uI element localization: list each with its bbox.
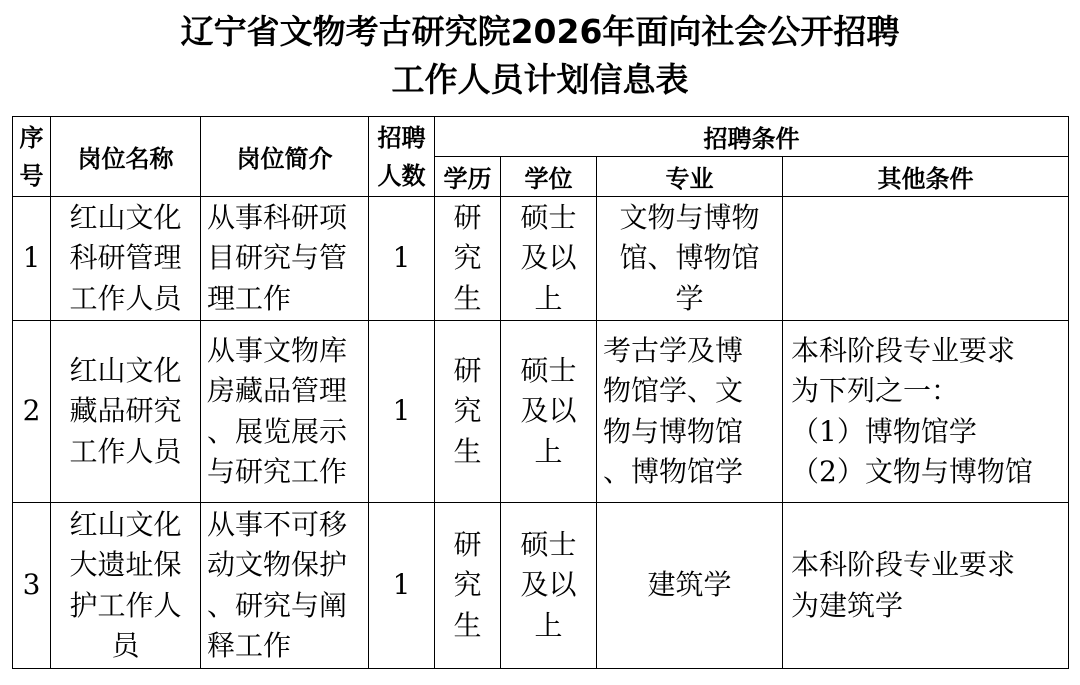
cell-education: 研 究 生 (435, 197, 501, 321)
cell-other: 本科阶段专业要求 为建筑学 (783, 503, 1069, 669)
cell-position-desc: 从事不可移 动文物保护 、研究与阐 释工作 (201, 503, 369, 669)
cell-position-name: 红山文化 大遗址保 护工作人 员 (51, 503, 201, 669)
cell-position-desc: 从事科研项 目研究与管 理工作 (201, 197, 369, 321)
header-row-1 (13, 117, 1069, 157)
cell-count: 1 (369, 503, 435, 669)
cell-degree: 硕士 及以 上 (501, 197, 597, 321)
header-seq: 序 号 (13, 117, 51, 197)
header-position-name: 岗位名称 (51, 117, 201, 197)
cell-major: 文物与博物 馆、博物馆 学 (597, 197, 783, 321)
title-line-2: 工作人员计划信息表 (391, 60, 689, 99)
header-conditions: 招聘条件 (435, 117, 1069, 157)
recruitment-plan-table (12, 116, 1069, 669)
header-position-desc: 岗位简介 (201, 117, 369, 197)
cell-other: 本科阶段专业要求 为下列之一： （1）博物馆学 （2）文物与博物馆 (783, 321, 1069, 503)
cell-degree: 硕士 及以 上 (501, 321, 597, 503)
cell-education: 研 究 生 (435, 503, 501, 669)
header-count: 招聘 人数 (369, 117, 435, 197)
table-row (13, 321, 1069, 503)
header-other: 其他条件 (783, 157, 1069, 197)
cell-degree: 硕士 及以 上 (501, 503, 597, 669)
cell-count: 1 (369, 197, 435, 321)
cell-seq: 1 (13, 197, 51, 321)
table-row (13, 197, 1069, 321)
header-major: 专业 (597, 157, 783, 197)
table-title (12, 8, 1068, 104)
cell-position-desc: 从事文物库 房藏品管理 、展览展示 与研究工作 (201, 321, 369, 503)
header-education: 学历 (435, 157, 501, 197)
cell-position-name: 红山文化 科研管理 工作人员 (51, 197, 201, 321)
cell-count: 1 (369, 321, 435, 503)
cell-seq: 3 (13, 503, 51, 669)
cell-major: 考古学及博 物馆学、文 物与博物馆 、博物馆学 (597, 321, 783, 503)
cell-other (783, 197, 1069, 321)
table-row (13, 503, 1069, 669)
cell-seq: 2 (13, 321, 51, 503)
cell-major: 建筑学 (597, 503, 783, 669)
header-degree: 学位 (501, 157, 597, 197)
cell-education: 研 究 生 (435, 321, 501, 503)
cell-position-name: 红山文化 藏品研究 工作人员 (51, 321, 201, 503)
title-line-1: 辽宁省文物考古研究院2026年面向社会公开招聘 (180, 12, 900, 51)
